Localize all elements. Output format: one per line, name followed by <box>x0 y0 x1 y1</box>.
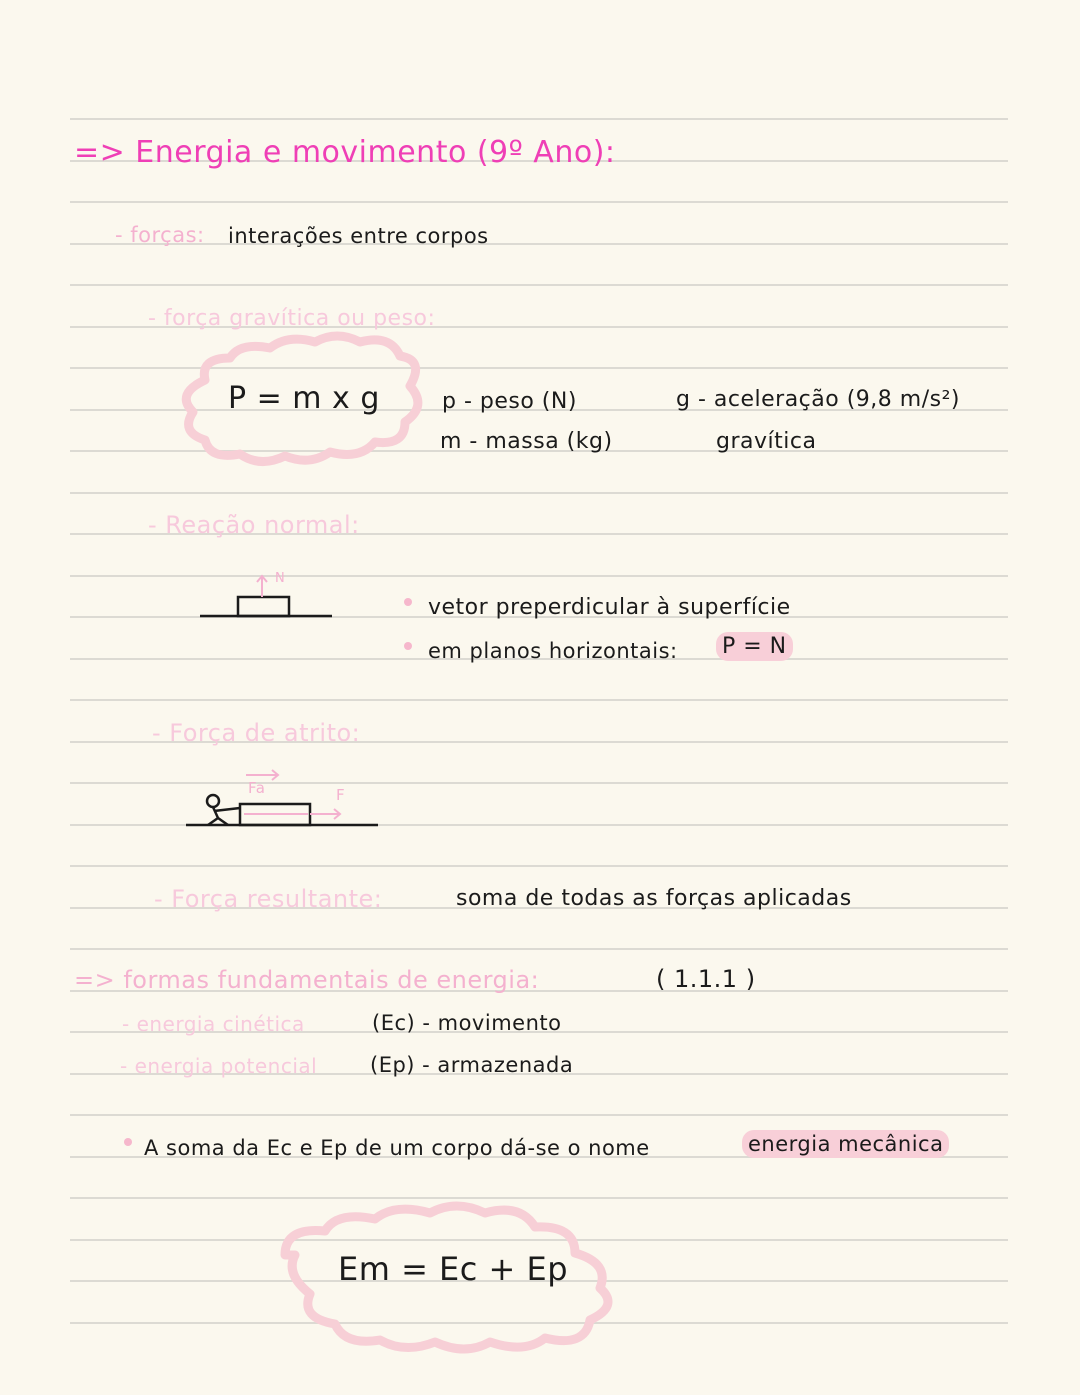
potential-energy-definition: (Ep) - armazenada <box>370 1053 574 1077</box>
page-title: => Energia e movimento (9º Ano): <box>74 135 616 170</box>
mechanical-energy-formula: Em = Ec + Ep <box>338 1250 569 1288</box>
forces-label: - forças: <box>115 223 205 247</box>
friction-label: - Força de atrito: <box>152 719 361 747</box>
normal-vector-label: N <box>275 571 286 586</box>
kinetic-energy-label: - energia cinética <box>122 1012 305 1036</box>
weight-label: - força gravítica ou peso: <box>148 306 436 331</box>
normal-reaction-label: - Reação normal: <box>148 511 360 539</box>
energy-forms-label: => formas fundamentais de energia: <box>74 966 540 994</box>
resultant-label: - Força resultante: <box>154 885 383 913</box>
energy-forms-reference: ( 1.1.1 ) <box>656 965 756 993</box>
normal-bullet-2: em planos horizontais: <box>428 639 678 663</box>
weight-formula: P = m x g <box>228 381 380 416</box>
weight-definition-g-cont: gravítica <box>716 429 817 454</box>
weight-definition-m: m - massa (kg) <box>440 429 613 454</box>
mechanical-energy-sentence: A soma da Ec e Ep de um corpo dá-se o nome <box>144 1136 650 1160</box>
weight-definition-p: p - peso (N) <box>442 389 577 414</box>
friction-f-label: F <box>336 786 346 804</box>
normal-bullet-1: vetor preperdicular à superfície <box>428 595 791 620</box>
bullet-dot <box>124 1138 132 1146</box>
weight-definition-g: g - aceleração (9,8 m/s²) <box>676 387 960 412</box>
normal-equality-highlight: P = N <box>716 632 793 661</box>
forces-definition: interações entre corpos <box>228 224 489 248</box>
mechanical-energy-highlight: energia mecânica <box>742 1130 949 1158</box>
friction-fa-label: Fa <box>248 779 266 797</box>
potential-energy-label: - energia potencial <box>120 1054 318 1078</box>
resultant-definition: soma de todas as forças aplicadas <box>456 886 852 911</box>
kinetic-energy-definition: (Ec) - movimento <box>372 1011 562 1035</box>
mechanical-energy-term <box>742 1134 949 1155</box>
